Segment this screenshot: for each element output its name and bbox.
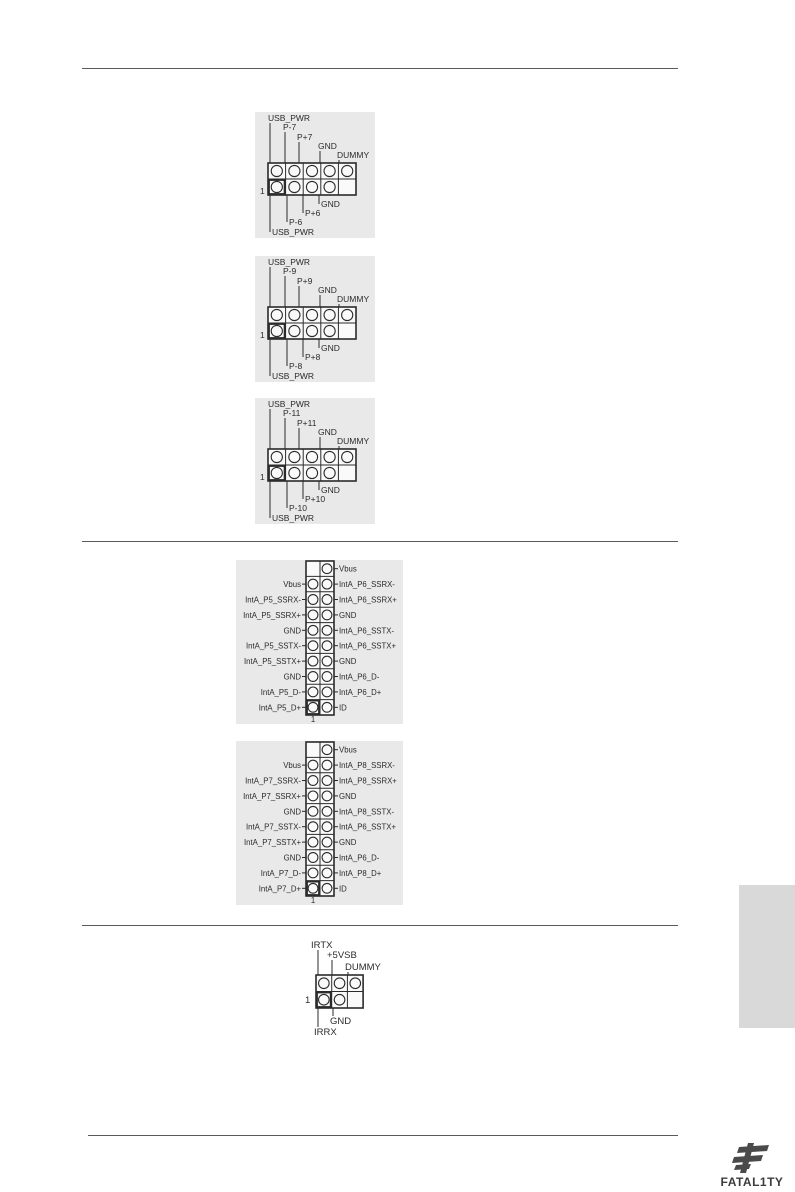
pin1-label: 1: [310, 715, 316, 724]
pin-label: IntA_P7_SSRX-: [245, 776, 301, 786]
pin-label: +5VSB: [327, 950, 357, 961]
usb2-header-pinout: [255, 112, 375, 238]
pin1-label: 1: [305, 995, 311, 1006]
pin-label: GND: [330, 1016, 352, 1027]
pin-label: GND: [318, 285, 337, 295]
pin-label: P+6: [305, 208, 321, 218]
pin-label: DUMMY: [337, 294, 370, 304]
pin-label: P-7: [283, 122, 297, 132]
pin-label: ID: [339, 703, 347, 713]
pin-label: DUMMY: [337, 436, 370, 446]
pin-label: IntA_P6_D-: [339, 672, 380, 682]
pin-label: P+10: [305, 494, 326, 504]
usb3-header-2: [236, 741, 403, 905]
pin-label: IntA_P6_SSTX+: [339, 822, 396, 832]
usb3-header-1: [236, 560, 403, 724]
pin-label: GND: [283, 626, 301, 636]
pin-label: IntA_P5_SSRX-: [245, 595, 301, 605]
pin-label: IntA_P7_D-: [260, 868, 301, 878]
usb3-header-pinout: [236, 741, 403, 905]
pin-label: P+11: [297, 418, 317, 428]
pin-label: P+8: [305, 352, 321, 362]
fatal1ty-logo: [714, 1141, 790, 1191]
pin-label: USB_PWR: [268, 257, 311, 267]
pin-label: P+9: [297, 276, 313, 286]
pin-label: IntA_P8_SSTX-: [339, 807, 395, 817]
pin-label: IntA_P8_SSRX+: [339, 776, 397, 786]
pin-label: GND: [318, 427, 337, 437]
usb3-header-pinout: [236, 560, 403, 724]
pin-label: IntA_P6_SSTX-: [339, 626, 395, 636]
usb2-header-3: [255, 398, 375, 524]
side-language-tab: [739, 885, 795, 1028]
pin-label: IntA_P5_D+: [258, 703, 301, 713]
footer-rule: [88, 1135, 678, 1136]
pin-label: DUMMY: [345, 962, 381, 973]
ir-header: [300, 938, 390, 1038]
pin-label: GND: [339, 838, 357, 848]
pin1-label: 1: [310, 896, 316, 905]
pin-label: IntA_P7_SSTX+: [244, 838, 301, 848]
usb2-header-1: [255, 112, 375, 238]
pin-label: GND: [283, 807, 301, 817]
usb2-header-pinout: [255, 256, 375, 382]
pin-label: P-10: [289, 503, 307, 513]
pin-label: IRRX: [314, 1027, 337, 1038]
pin-label: IntA_P6_D-: [339, 853, 380, 863]
pin-label: ID: [339, 884, 347, 894]
pin-label: GND: [339, 657, 357, 667]
fatal1ty-mark-icon: [727, 1143, 771, 1173]
pin-label: Vbus: [283, 580, 301, 590]
section-divider-usb3: [82, 541, 678, 542]
pin-label: GND: [321, 199, 340, 209]
section-divider-ir: [82, 925, 678, 926]
pin-label: USB_PWR: [268, 113, 311, 123]
logo-wordmark: FATAL1TY: [720, 1175, 784, 1189]
pin-label: USB_PWR: [268, 399, 311, 409]
pin-label: IntA_P8_SSRX-: [339, 761, 395, 771]
pin-label: IntA_P6_SSTX+: [339, 641, 396, 651]
usb2-header-2: [255, 256, 375, 382]
pin-label: IntA_P7_D+: [258, 884, 301, 894]
pin-label: GND: [339, 610, 357, 620]
pin-label: IntA_P7_SSTX-: [245, 822, 301, 832]
pin-label: USB_PWR: [272, 227, 315, 237]
pin-label: IntA_P8_D+: [339, 868, 382, 878]
pin-label: P-8: [289, 361, 303, 371]
pin-label: P-11: [283, 408, 301, 418]
pin-label: P+7: [297, 132, 313, 142]
pin-label: IntA_P6_D+: [339, 687, 382, 697]
pin-label: GND: [321, 343, 340, 353]
pin1-label: 1: [260, 186, 265, 196]
pin-label: IntA_P7_SSRX+: [243, 791, 301, 801]
pin-label: Vbus: [339, 745, 357, 755]
pin-label: IntA_P5_SSRX+: [243, 610, 301, 620]
pin-label: IntA_P5_D-: [260, 687, 301, 697]
pin-label: GND: [283, 672, 301, 682]
pin1-label: 1: [260, 330, 265, 340]
pin-label: P-6: [289, 217, 303, 227]
pin-label: IntA_P5_SSTX-: [245, 641, 301, 651]
pin1-label: 1: [260, 472, 265, 482]
pin-label: Vbus: [339, 564, 357, 574]
pin-label: DUMMY: [337, 150, 370, 160]
pin-label: IntA_P5_SSTX+: [244, 657, 301, 667]
pin-label: USB_PWR: [272, 371, 315, 381]
ir-header-pinout: [300, 938, 390, 1038]
pin-label: GND: [339, 791, 357, 801]
pin-label: IntA_P6_SSRX-: [339, 580, 395, 590]
pin-label: GND: [283, 853, 301, 863]
pin-label: IRTX: [311, 940, 333, 951]
section-divider-top: [82, 68, 678, 69]
pin-label: GND: [318, 141, 337, 151]
usb2-header-pinout: [255, 398, 375, 524]
pin-label: P-9: [283, 266, 297, 276]
pin-label: Vbus: [283, 761, 301, 771]
pin-label: USB_PWR: [272, 513, 315, 523]
pin-label: IntA_P6_SSRX+: [339, 595, 397, 605]
pin-label: GND: [321, 485, 340, 495]
